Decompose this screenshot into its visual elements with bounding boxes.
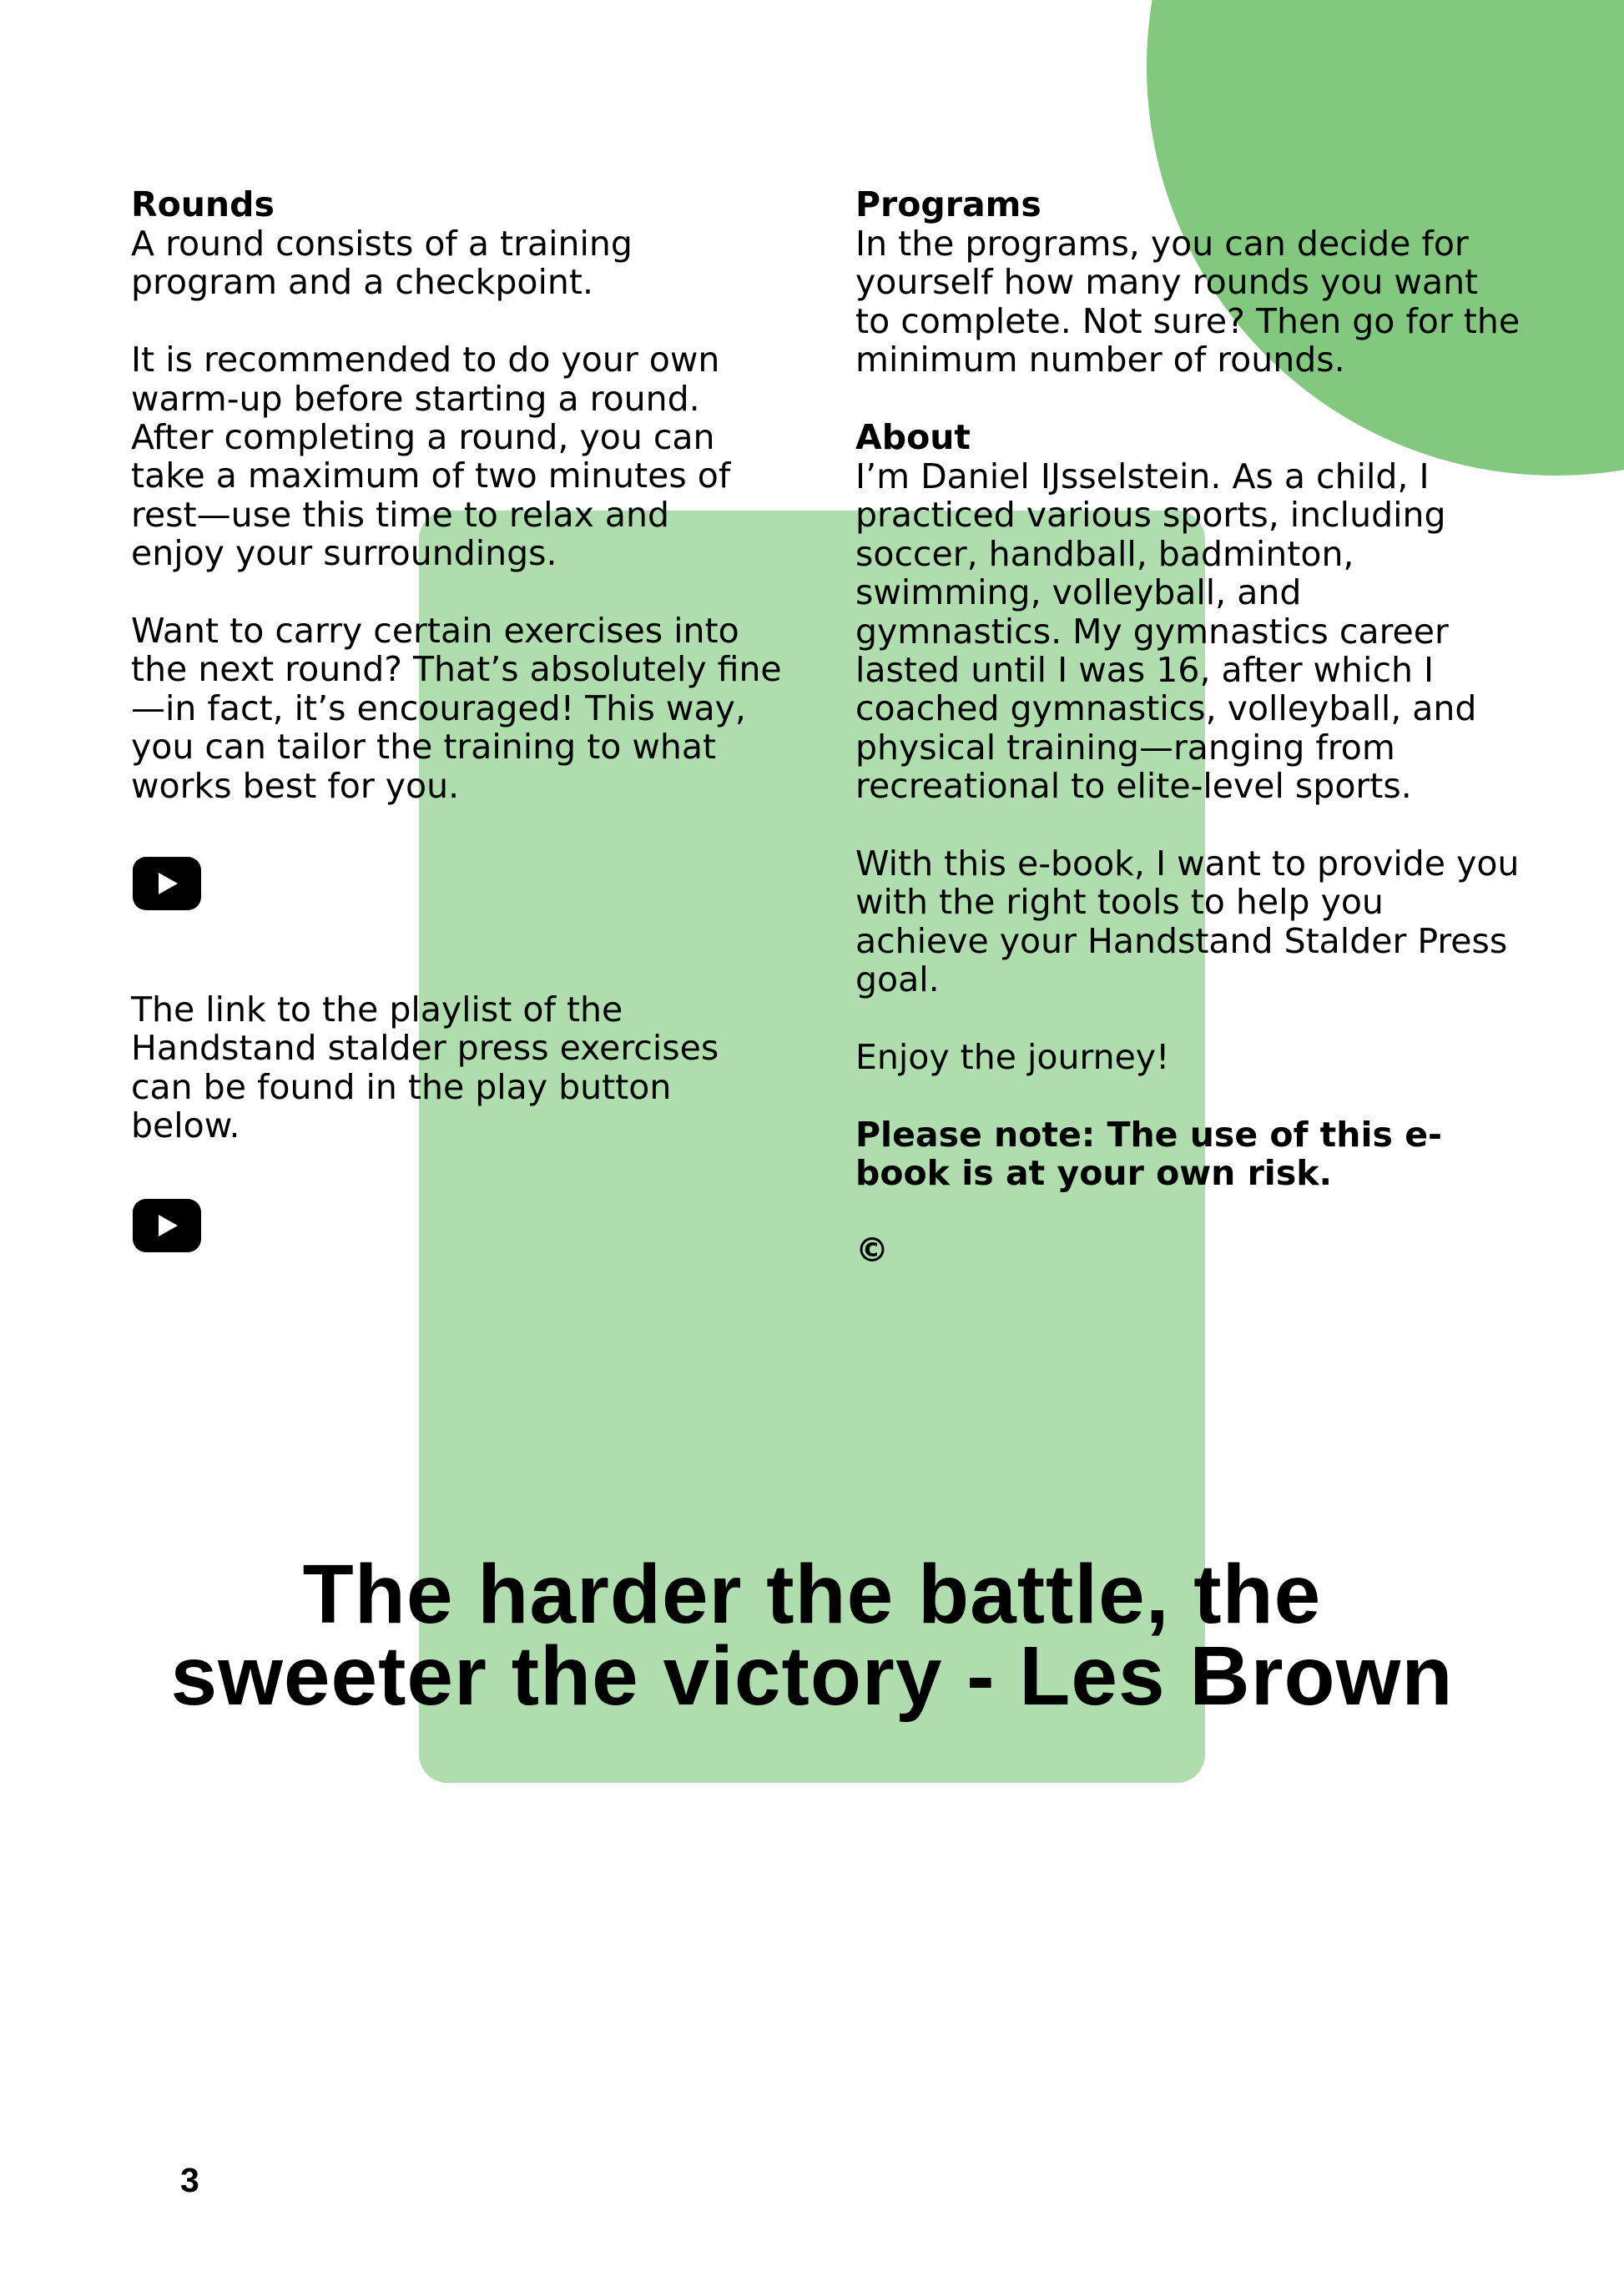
enjoy-text: Enjoy the journey!: [855, 1037, 1170, 1078]
rounds-paragraph-3: Want to carry certain exercises into the next round? That’s absolutely fine—in fact, it’s encouraged! This way, you can tailor the training to what works best for you.: [131, 611, 782, 806]
ebook-paragraph: With this e-book, I want to provide you with the right tools to help you achieve your Handstand Stalder Press goal.: [855, 843, 1520, 1000]
rounds-paragraph-1: A round consists of a training program and a checkpoint.: [131, 224, 633, 303]
youtube-play-icon[interactable]: [133, 1199, 201, 1252]
rounds-paragraph-2: It is recommended to do your own warm-up before starting a round. After completing a round, you can take a maximum of two minutes of rest—use this time to relax and enjoy your surroundings.: [131, 340, 731, 574]
risk-note: Please note: The use of this e-book is at your own risk.: [855, 1114, 1443, 1194]
playlist-paragraph: The link to the playlist of the Handstand stalder press exercises can be found in the play button below.: [131, 989, 719, 1146]
about-paragraph: I’m Daniel IJsselstein. As a child, I practiced various sports, including soccer, handball, badminton, swimming, volleyball, and gymnastics. My gymnastics career lasted until I was 16, after which I coached gymnastics, volleyball, and physical training—ranging from recreational to elite-level sports.: [855, 456, 1477, 807]
quote-line-1: The harder the battle, the: [302, 1548, 1322, 1641]
about-heading: About: [855, 417, 971, 458]
quote-line-2: sweeter the victory - Les Brown: [170, 1629, 1454, 1723]
left-column: [131, 185, 815, 1252]
right-column: [855, 185, 1540, 1270]
copyright-symbol: ©: [855, 1231, 889, 1271]
page-number: 3: [180, 2161, 199, 2199]
programs-heading: Programs: [855, 184, 1041, 224]
youtube-play-icon[interactable]: [133, 857, 201, 910]
quote: [0, 1548, 1624, 1723]
programs-paragraph: In the programs, you can decide for yourself how many rounds you want to complete. Not sure? Then go for the minimum number of rounds.: [855, 224, 1521, 380]
rounds-heading: Rounds: [131, 184, 275, 224]
